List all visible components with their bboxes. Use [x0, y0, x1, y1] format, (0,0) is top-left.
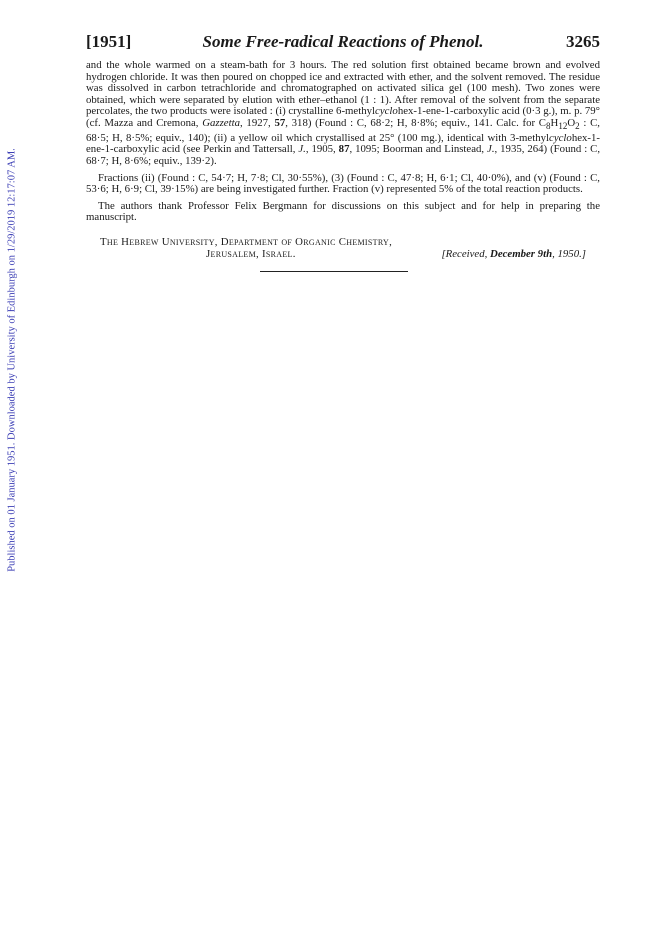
paragraph-acknowledgement: The authors thank Professor Felix Bergmann for discussions on this subject and for help in preparing the manuscript.: [86, 199, 600, 224]
journal-name: J.: [298, 143, 306, 156]
received-date-value: December 9th: [490, 248, 553, 260]
affiliation-institution: The Hebrew University, Department of Organic Chemistry,: [100, 236, 393, 248]
header-year: [1951]: [86, 32, 132, 51]
text-run: , 1935, 264) (Found : C, 68·7; H, 8·6%; equiv., 139·2).: [86, 143, 601, 167]
paragraph-experimental: [86, 60, 600, 168]
text-run: hex-1-ene-1-carboxylic acid (0·3 g.), m. p. 79° (cf. Mazza and Cremona,: [86, 105, 600, 129]
volume-number: 87: [338, 143, 350, 156]
text-run: hex-1-ene-1-carboxylic acid (see Perkin and Tattersall,: [86, 131, 600, 156]
text-run: , 1905,: [305, 143, 339, 156]
italic-run: cyclo: [375, 105, 398, 118]
subscript: 8: [546, 121, 551, 132]
subscript: 2: [575, 121, 580, 132]
volume-number: 57: [274, 116, 286, 129]
text-run: O: [567, 116, 576, 129]
received-date: [441, 249, 586, 261]
text-run: : C, 68·5; H, 8·5%; equiv., 140); (ii) a yellow oil which crystallised at 25° (100 mg.), identical with 3-methyl: [86, 116, 600, 144]
end-rule: [260, 271, 408, 272]
affiliation-city: Jerusalem, Israel.: [206, 248, 296, 260]
running-title: Some Free-radical Reactions of Phenol.: [202, 32, 484, 51]
received-prefix: [Received,: [441, 248, 491, 260]
text-run: H: [550, 116, 559, 129]
text-run: , 1927,: [240, 116, 275, 129]
article-body: [86, 60, 600, 224]
journal-name: Gazzetta: [202, 116, 240, 129]
page-number: 3265: [566, 32, 600, 51]
journal-name: J.: [487, 143, 495, 156]
paragraph-fractions: Fractions (ii) (Found : C, 54·7; H, 7·8; Cl, 30·55%), (3) (Found : C, 47·8; H, 6·1; Cl, 40·0%), and (v) (Found : C, 53·6; H, 6·9; Cl, 39·15%) are being investigated further. Fraction (v) represented 5% of the total reaction products.: [86, 171, 600, 196]
text-run: , 318) (Found : C, 68·2; H, 8·8%; equiv., 141. Calc. for C: [285, 116, 546, 129]
text-run: and the whole warmed on a steam-bath for 3 hours. The red solution first obtained became brown and evolved hydrogen chloride. It was then poured on chopped ice and extracted with ether, and the solvent removed. The residue was dissolved in carbon tetrachloride and chromatographed on activated silica gel (100 mesh). Two zones were obtained, which were separated by elution with ether–ethanol (1 : 1). After removal of the solvent from the separate percolates, the two products were isolated : (i) crystalline 6-methyl: [86, 59, 600, 118]
download-stamp: [0, 0, 24, 936]
download-stamp-text: Published on 01 January 1951. Downloaded by University of Edinburgh on 1/29/2019 12:17:07 AM.: [6, 148, 18, 572]
page-header: [86, 32, 600, 52]
received-suffix: , 1950.]: [552, 248, 586, 260]
text-run: , 1095; Boorman and Linstead,: [349, 143, 488, 156]
subscript: 12: [558, 121, 568, 132]
italic-run: cyclo: [549, 131, 572, 144]
